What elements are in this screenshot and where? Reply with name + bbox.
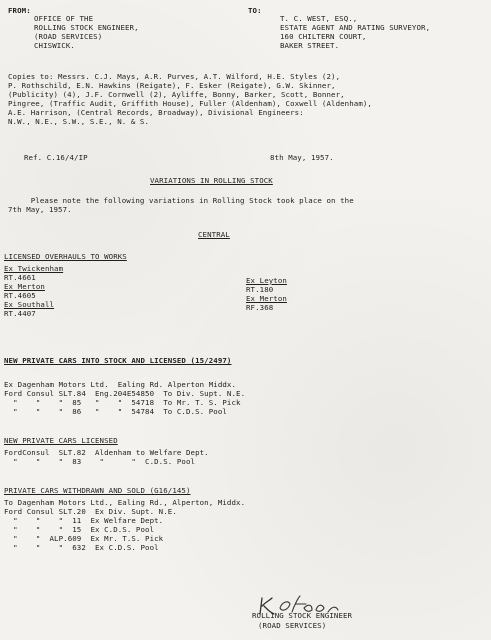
- reference: Ref. C.16/4/IP: [24, 153, 88, 162]
- date: 8th May, 1957.: [270, 153, 334, 162]
- record-line: " " " 83 " " C.D.S. Pool: [4, 457, 196, 466]
- to-line: BAKER STREET.: [280, 41, 340, 50]
- withdrawn-heading: PRIVATE CARS WITHDRAWN AND SOLD (G16/145): [4, 486, 191, 495]
- from-line: (ROAD SERVICES): [34, 32, 103, 41]
- from-label: FROM:: [8, 6, 31, 15]
- new-private-cars-licensed-heading: NEW PRIVATE CARS LICENSED: [4, 436, 118, 445]
- vehicle-number: RT.4661: [4, 273, 36, 282]
- copies-line: Pingree, (Traffic Audit, Griffith House), Fuller (Aldenham), Coxwell (Aldenham),: [8, 99, 372, 108]
- vehicle-number: RF.368: [246, 303, 274, 312]
- from-line: ROLLING STOCK ENGINEER,: [34, 23, 139, 32]
- depot-label: Ex Merton: [4, 282, 45, 291]
- copies-line: A.E. Harrison, (Central Records, Broadway), Divisional Engineers:: [8, 108, 304, 117]
- vehicle-number: RT.4407: [4, 309, 36, 318]
- record-line: To Dagenham Motors Ltd., Ealing Rd., Alperton, Middx.: [4, 498, 246, 507]
- depot-label: Ex Leyton: [246, 276, 287, 285]
- signature-title: ROLLING STOCK ENGINEER: [252, 611, 353, 620]
- copies-line: N.W., N.E., S.W., S.E., N. & S.: [8, 117, 150, 126]
- record-line: Ford Consul SLT.84 Eng.204E54850 To Div. Supt. N.E.: [4, 389, 246, 398]
- depot-label: Ex Southall: [4, 300, 55, 309]
- document-title: VARIATIONS IN ROLLING STOCK: [150, 176, 273, 185]
- to-line: 160 CHILTERN COURT,: [280, 32, 367, 41]
- copies-line: P. Rothschild, E.N. Hawkins (Reigate), F. Esker (Reigate), G.W. Skinner,: [8, 81, 336, 90]
- to-line: T. C. WEST, ESQ.,: [280, 14, 358, 23]
- vehicle-number: RT.4605: [4, 291, 36, 300]
- record-line: " " " 11 Ex Welfare Dept.: [4, 516, 164, 525]
- record-line: " " " 85 " " 54718 To Mr. T. S. Pick: [4, 398, 241, 407]
- new-private-cars-stock-heading: NEW PRIVATE CARS INTO STOCK AND LICENSED (15/2497): [4, 356, 232, 365]
- record-line: " " " 86 " " 54784 To C.D.S. Pool: [4, 407, 227, 416]
- copies-line: Copies to: Messrs. C.J. Mays, A.R. Purves, A.T. Wilford, H.E. Styles (2),: [8, 72, 341, 81]
- depot-label: Ex Twickenham: [4, 264, 64, 273]
- depot-label: Ex Merton: [246, 294, 287, 303]
- record-line: FordConsul SLT.82 Aldenham to Welfare Dept.: [4, 448, 209, 457]
- from-line: OFFICE OF THE: [34, 14, 94, 23]
- record-line: Ex Dagenham Motors Ltd. Ealing Rd. Alperton Middx.: [4, 380, 237, 389]
- licensed-overhauls-heading: LICENSED OVERHAULS TO WORKS: [4, 252, 127, 261]
- intro-line: 7th May, 1957.: [8, 205, 72, 214]
- signature-title: (ROAD SERVICES): [258, 621, 327, 630]
- from-line: CHISWICK.: [34, 41, 75, 50]
- record-line: " " " 632 Ex C.D.S. Pool: [4, 543, 159, 552]
- record-line: Ford Consul SLT.20 Ex Div. Supt. N.E.: [4, 507, 177, 516]
- record-line: " " ALP.609 Ex Mr. T.S. Pick: [4, 534, 164, 543]
- copies-line: (Publicity) (4), J.F. Cornwell (2), Ayliffe, Bonny, Barker, Scott, Bonner,: [8, 90, 345, 99]
- to-label: TO:: [248, 6, 262, 15]
- intro-line: Please note the following variations in Rolling Stock took place on the: [8, 196, 354, 205]
- section-heading-central: CENTRAL: [198, 230, 230, 239]
- record-line: " " " 15 Ex C.D.S. Pool: [4, 525, 155, 534]
- to-line: ESTATE AGENT AND RATING SURVEYOR,: [280, 23, 431, 32]
- vehicle-number: RT.180: [246, 285, 274, 294]
